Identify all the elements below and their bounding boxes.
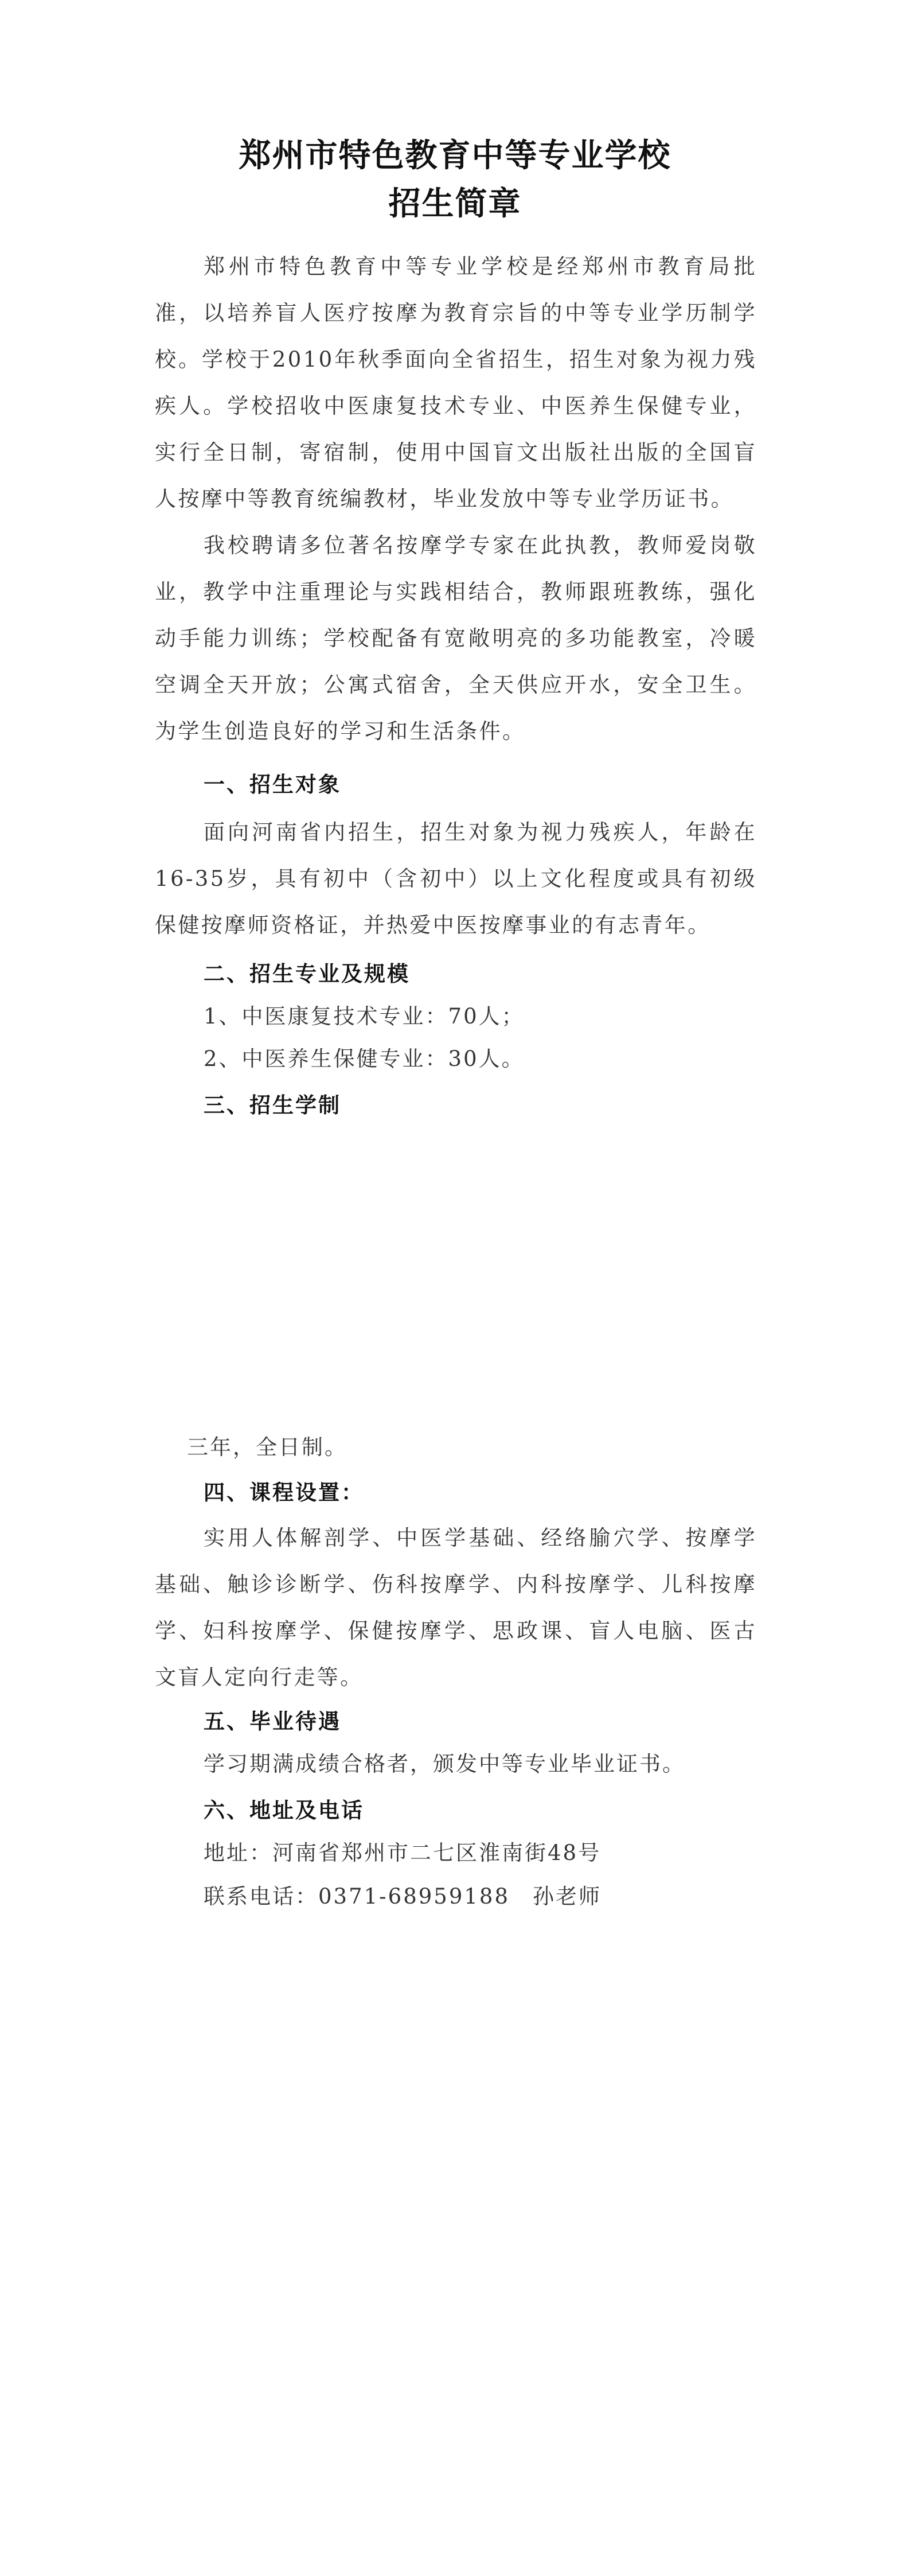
section-heading-graduation: 五、毕业待遇 [204, 1709, 341, 1734]
document-subtitle: 招生简章 [388, 185, 522, 223]
major-item-rehab: 1、中医康复技术专业：70人； [204, 1004, 525, 1029]
section-text-graduation: 学习期满成绩合格者，颁发中等专业毕业证书。 [204, 1752, 685, 1776]
section-heading-contact: 六、地址及电话 [204, 1798, 364, 1823]
section-heading-curriculum: 四、课程设置： [204, 1480, 364, 1505]
contact-phone: 联系电话：0371-68959188 孙老师 [204, 1884, 602, 1909]
section-text-curriculum: 实用人体解剖学、中医学基础、经络腧穴学、按摩学基础、触诊诊断学、伤科按摩学、内科按摩学、儿科按摩学、妇科按摩学、保健按摩学、思政课、盲人电脑、医古文盲人定向行走等。 [155, 1526, 757, 1690]
section-text-schooling-length: 三年，全日制。 [187, 1435, 347, 1460]
document-title: 郑州市特色教育中等专业学校 [239, 137, 671, 174]
section-heading-schooling-length: 三、招生学制 [204, 1093, 341, 1118]
major-item-health-care: 2、中医养生保健专业：30人。 [204, 1046, 525, 1071]
section-heading-enrollment-target: 一、招生对象 [204, 772, 341, 797]
section-heading-majors: 二、招生专业及规模 [204, 962, 410, 986]
intro-paragraph-1: 郑州市特色教育中等专业学校是经郑州市教育局批准，以培养盲人医疗按摩为教育宗旨的中等专业学历制学校。学校于2010年秋季面向全省招生，招生对象为视力残疾人。学校招收中医康复技术专业、中医养生保健专业，实行全日制，寄宿制，使用中国盲文出版社出版的全国盲人按摩中等教育统编教材，毕业发放中等专业学历证书。 [155, 254, 757, 511]
section-text-enrollment-target: 面向河南省内招生，招生对象为视力残疾人，年龄在16-35岁，具有初中（含初中）以上文化程度或具有初级保健按摩师资格证，并热爱中医按摩事业的有志青年。 [155, 820, 757, 937]
intro-paragraph-2: 我校聘请多位著名按摩学专家在此执教，教师爱岗敬业，教学中注重理论与实践相结合，教师跟班教练，强化动手能力训练；学校配备有宽敞明亮的多功能教室，冷暖空调全天开放；公寓式宿舍，全天供应开水，安全卫生。为学生创造良好的学习和生活条件。 [155, 533, 757, 744]
contact-address: 地址：河南省郑州市二七区淮南街48号 [204, 1840, 602, 1865]
